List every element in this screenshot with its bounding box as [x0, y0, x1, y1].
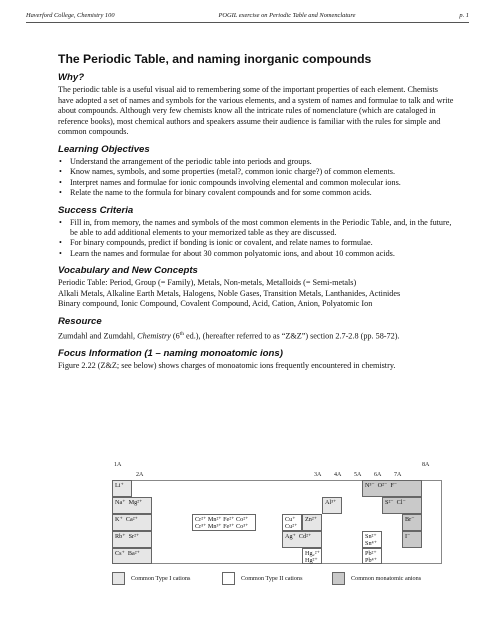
- periodic-table-figure: [112, 462, 442, 610]
- legend-item: [222, 572, 303, 585]
- ion-cell: I⁻: [402, 531, 422, 548]
- legend-label: Common monatomic anions: [351, 575, 422, 582]
- header-left: Haverford College, Chemistry 100: [26, 12, 115, 19]
- objectives-heading: Learning Objectives: [58, 143, 150, 155]
- criteria-item: • Learn the names and formulae for about 30 common polyatomic ions, and about 10 common acids.: [58, 249, 455, 259]
- header-center: POGIL exercise on Periodic Table and Nomenclature: [218, 12, 356, 19]
- document-body: [58, 52, 455, 372]
- ion-cell: Pb²⁺ Pb⁴⁺: [362, 548, 382, 564]
- focus-text: Figure 2.22 (Z&Z; see below) shows charges of monoatomic ions frequently encountered in chemistry.: [58, 361, 396, 371]
- objective-item: • Know names, symbols, and some properties (metal?, common ionic charge?) of common elements.: [58, 167, 455, 177]
- header-page-number: p. 1: [459, 12, 469, 19]
- ion-cell: N³⁻ O²⁻ F⁻: [362, 480, 422, 497]
- legend-swatch: [222, 572, 235, 585]
- ion-cell: Zn²⁺: [302, 514, 322, 531]
- ion-cell: Li⁺: [112, 480, 132, 497]
- objectives-list: [58, 157, 455, 199]
- vocab-line: Alkali Metals, Alkaline Earth Metals, Halogens, Noble Gases, Transition Metals, Lanthanides, Actinides: [58, 288, 401, 298]
- ion-cell: Sn²⁺ Sn⁴⁺: [362, 531, 382, 548]
- group-label: 2A: [136, 472, 144, 478]
- legend-item: [332, 572, 421, 585]
- group-label: 6A: [374, 472, 382, 478]
- vocab-heading: Vocabulary and New Concepts: [58, 265, 198, 277]
- ion-cell: Br⁻: [402, 514, 422, 531]
- vocab-line: Periodic Table: Period, Group (= Family), Metals, Non-metals, Metalloids (= Semi-metals): [58, 278, 357, 288]
- ion-cell: Na⁺ Mg²⁺: [112, 497, 152, 514]
- group-label: 7A: [394, 472, 402, 478]
- objective-item: • Relate the name to the formula for binary covalent compounds and for some common acids.: [58, 188, 455, 198]
- ion-cell: Hg₂²⁺ Hg²⁺: [302, 548, 322, 564]
- resource-details: ed.), (hereafter referred to as “Z&Z”) section 2.7-2.8 (pp. 58-72).: [183, 331, 400, 341]
- vocab-line: Binary compound, Ionic Compound, Covalent Compound, Acid, Cation, Anion, Polyatomic Ion: [58, 299, 373, 309]
- ion-cell: Cs⁺ Ba²⁺: [112, 548, 152, 564]
- focus-heading: Focus Information (1 – naming monoatomic ions): [58, 348, 283, 360]
- resource-book: Chemistry: [137, 331, 171, 341]
- why-text: The periodic table is a useful visual aid to remembering some of the important properties of each element. Chemists have adopted a set of names and symbols for the various elements, and a system of names and formulae to talk and write about compounds. Although very few chemists know all the intricate rules of nomenclature (which are cataloged in reference books), most chemical authors and speakers assume their audience is familiar with the rules for simple and common compounds.: [58, 85, 454, 137]
- legend-label: Common Type I cations: [131, 575, 191, 582]
- ion-cell: S²⁻ Cl⁻: [382, 497, 422, 514]
- vocab-lines: [58, 278, 455, 310]
- ion-cell: Cu⁺ Cu²⁺: [282, 514, 302, 531]
- criteria-heading: Success Criteria: [58, 204, 134, 216]
- criteria-item: • For binary compounds, predict if bonding is ionic or covalent, and relate names to formulae.: [58, 238, 455, 248]
- ion-cell: Rb⁺ Sr²⁺: [112, 531, 152, 548]
- group-label: 3A: [314, 472, 322, 478]
- ion-cell: K⁺ Ca²⁺: [112, 514, 152, 531]
- resource-edition-sup: th: [179, 331, 184, 337]
- objective-item: • Interpret names and formulae for ionic compounds involving elemental and common molecular ions.: [58, 178, 455, 188]
- figure-legend: [112, 572, 442, 594]
- group-label: 5A: [354, 472, 362, 478]
- legend-item: [112, 572, 190, 585]
- criteria-item: • Fill in, from memory, the names and symbols of the most common elements in the Periodic Table, and, in the future, be able to add additional elements to your memorized table as they are discussed.: [58, 218, 455, 239]
- resource-authors: Zumdahl and Zumdahl,: [58, 331, 138, 341]
- page-header: [26, 12, 469, 23]
- why-heading: Why?: [58, 72, 85, 83]
- ion-cell: Al³⁺: [322, 497, 342, 514]
- resource-edition: (6: [170, 331, 180, 341]
- legend-label: Common Type II cations: [241, 575, 303, 582]
- group-label: 1A: [114, 462, 122, 468]
- criteria-list: [58, 218, 455, 260]
- legend-swatch: [332, 572, 345, 585]
- ion-cell: Ag⁺ Cd²⁺: [282, 531, 322, 548]
- document-title: The Periodic Table, and naming inorganic compounds: [58, 52, 372, 66]
- legend-swatch: [112, 572, 125, 585]
- group-label: 8A: [422, 462, 430, 468]
- group-label: 4A: [334, 472, 342, 478]
- resource-text: [58, 329, 455, 342]
- ion-cell: Cr²⁺ Mn²⁺ Fe²⁺ Co²⁺ Cr³⁺ Mn³⁺ Fe³⁺ Co³⁺: [192, 514, 256, 531]
- objective-item: • Understand the arrangement of the periodic table into periods and groups.: [58, 157, 455, 167]
- resource-heading: Resource: [58, 316, 102, 327]
